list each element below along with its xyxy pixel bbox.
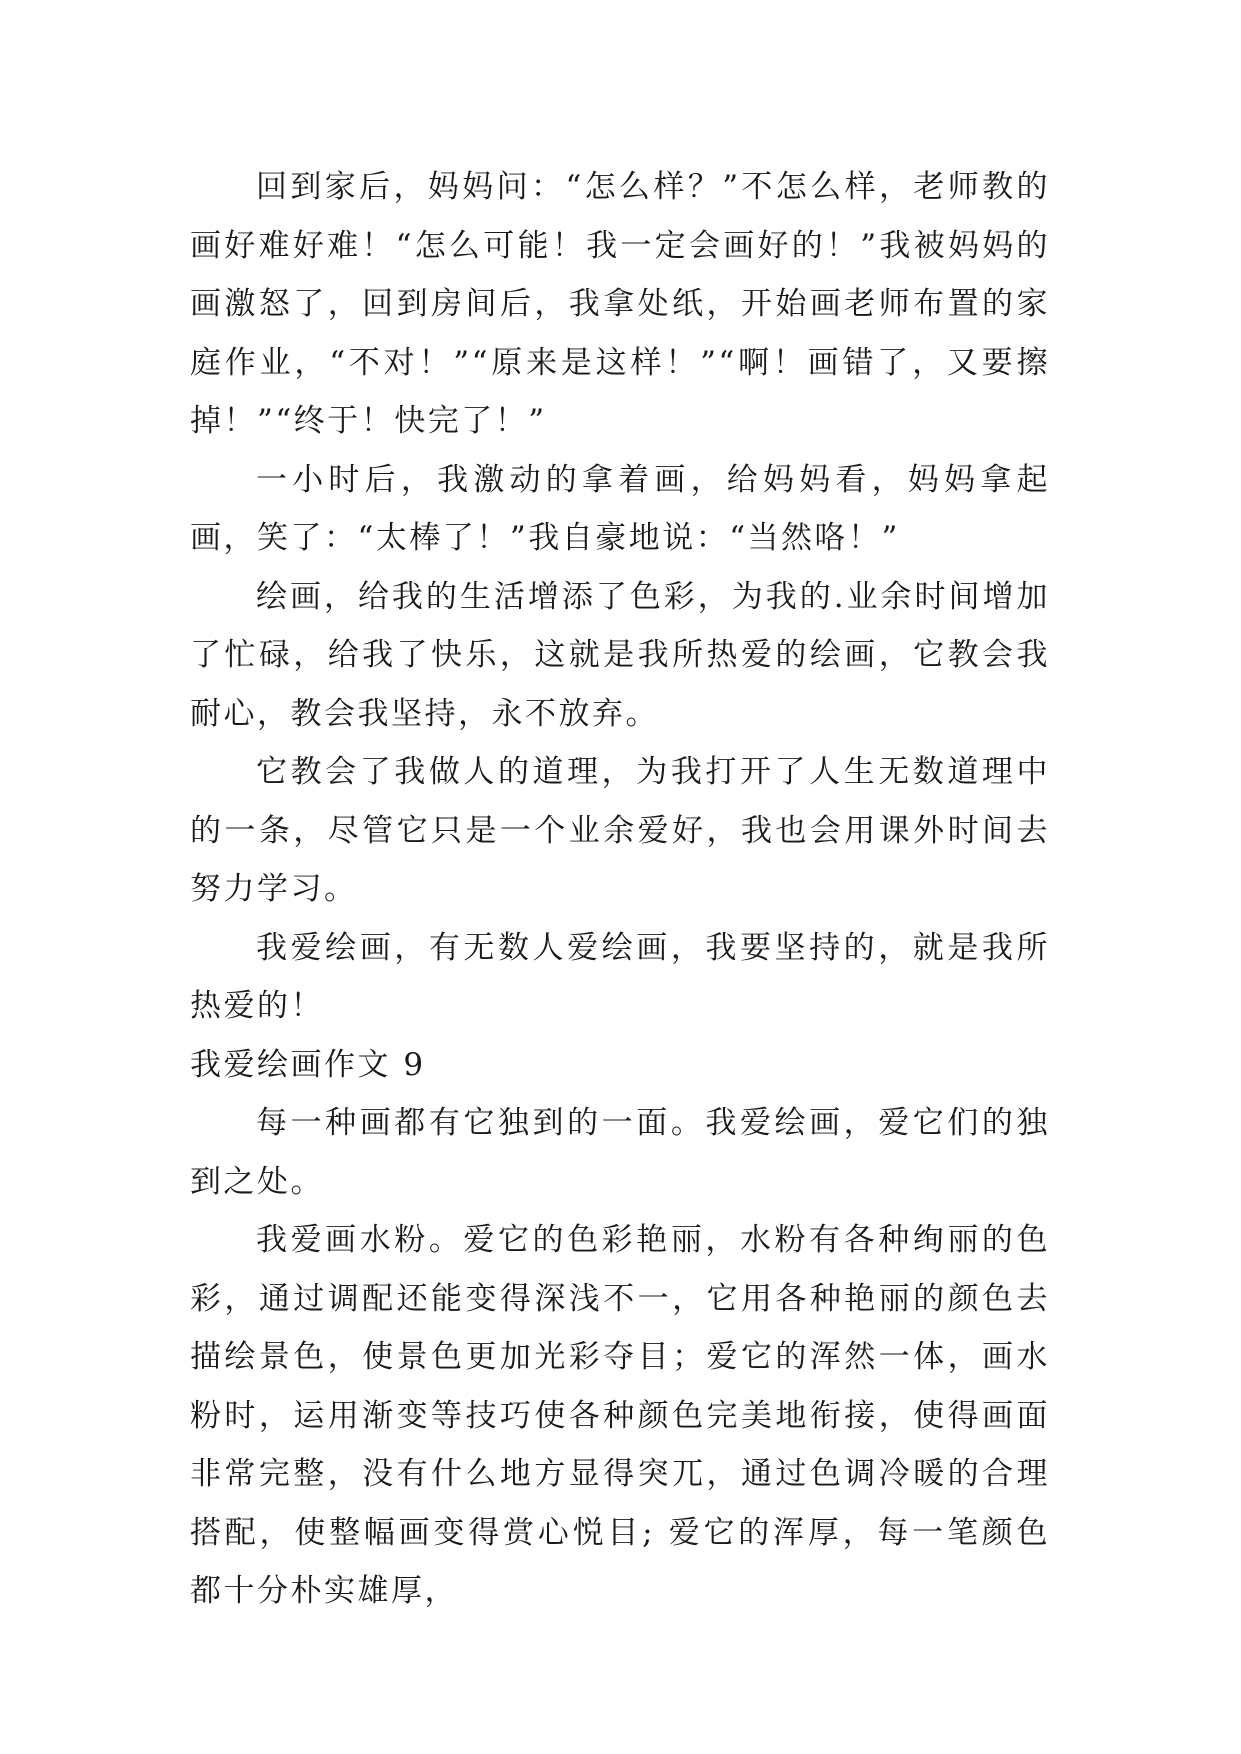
paragraph-4: 它教会了我做人的道理，为我打开了人生无数道理中的一条，尽管它只是一个业余爱好，我也会用课外时间去努力学习。 [190,754,1050,907]
paragraph-2: 一小时后，我激动的拿着画，给妈妈看，妈妈拿起画，笑了：“太棒了！”我自豪地说：“当然咯！” [190,461,1050,556]
document-page [190,158,1050,1621]
section-paragraph-2: 我爱画水粉。爱它的色彩艳丽，水粉有各种绚丽的色彩，通过调配还能变得深浅不一，它用各种艳丽的颜色去描绘景色，使景色更加光彩夺目；爱它的浑然一体，画水粉时，运用渐变等技巧使各种颜色完美地衔接，使得画面非常完整，没有什么地方显得突兀，通过色调冷暖的合理搭配，使整幅画变得赏心悦目; 爱它的浑厚，每一笔颜色都十分朴实雄厚， [190,1222,1050,1609]
section-paragraph-1: 每一种画都有它独到的一面。我爱绘画，爱它们的独到之处。 [190,1105,1050,1200]
paragraph-3: 绘画，给我的生活增添了色彩，为我的.业余时间增加了忙碌，给我了快乐，这就是我所热爱的绘画，它教会我耐心，教会我坚持，永不放弃。 [190,578,1050,732]
paragraph-1: 回到家后，妈妈问：“怎么样？”不怎么样，老师教的画好难好难！“怎么可能！我一定会画好的！”我被妈妈的画激怒了，回到房间后，我拿处纸，开始画老师布置的家庭作业，“不对！”“原来是这样！”“啊！画错了，又要擦掉！”“终于！快完了！” [190,169,1050,439]
paragraph-5: 我爱绘画，有无数人爱绘画，我要坚持的，就是我所热爱的！ [190,929,1050,1024]
section-title: 我爱绘画作文 9 [190,1046,426,1083]
